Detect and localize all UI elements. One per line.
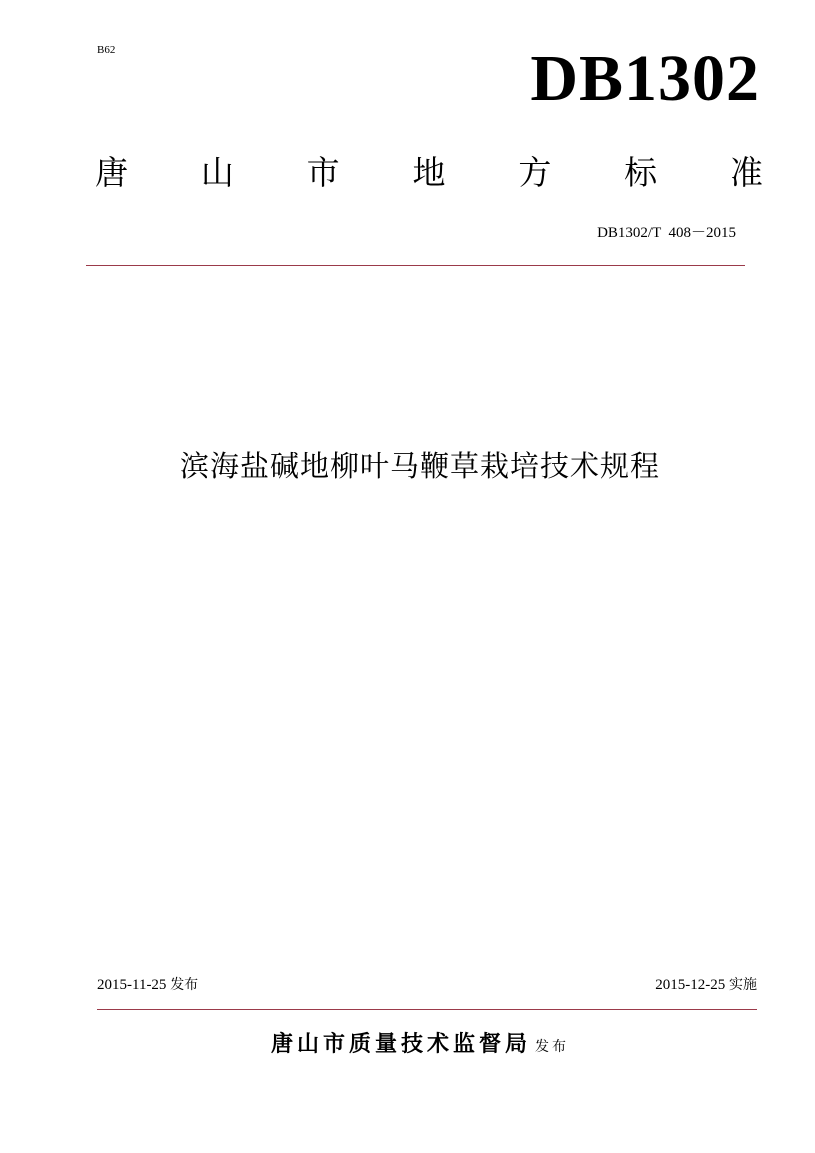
standard-name-char: 市 bbox=[306, 153, 340, 192]
standard-type-name bbox=[95, 150, 763, 196]
standard-name-char: 山 bbox=[200, 153, 234, 192]
standard-name-char: 地 bbox=[412, 153, 446, 192]
classification-code: B62 bbox=[97, 44, 116, 56]
standard-name-char: 准 bbox=[729, 153, 763, 192]
standard-name-char: 标 bbox=[624, 153, 658, 192]
standard-name-char: 方 bbox=[518, 153, 552, 192]
standard-name-char: 唐 bbox=[95, 153, 128, 192]
standard-code-heading: DB1302 bbox=[530, 42, 760, 115]
issuer-line bbox=[0, 1030, 815, 1060]
bottom-divider bbox=[97, 1009, 757, 1010]
issuer-suffix: 发布 bbox=[535, 1039, 569, 1055]
implementation-date-line bbox=[655, 975, 757, 995]
document-title: 滨海盐碱地柳叶马鞭草栽培技术规程 bbox=[179, 449, 660, 483]
issue-label: 发布 bbox=[170, 977, 199, 993]
implementation-date: 2015-12-25 bbox=[655, 977, 726, 993]
issuing-authority: 唐山市质量技术监督局 bbox=[270, 1032, 531, 1057]
standard-number: DB1302/T 408－2015 bbox=[597, 225, 736, 241]
top-divider bbox=[86, 265, 745, 266]
implementation-label: 实施 bbox=[729, 977, 757, 993]
issue-date-line bbox=[97, 975, 198, 995]
issue-date: 2015-11-25 bbox=[97, 977, 167, 993]
